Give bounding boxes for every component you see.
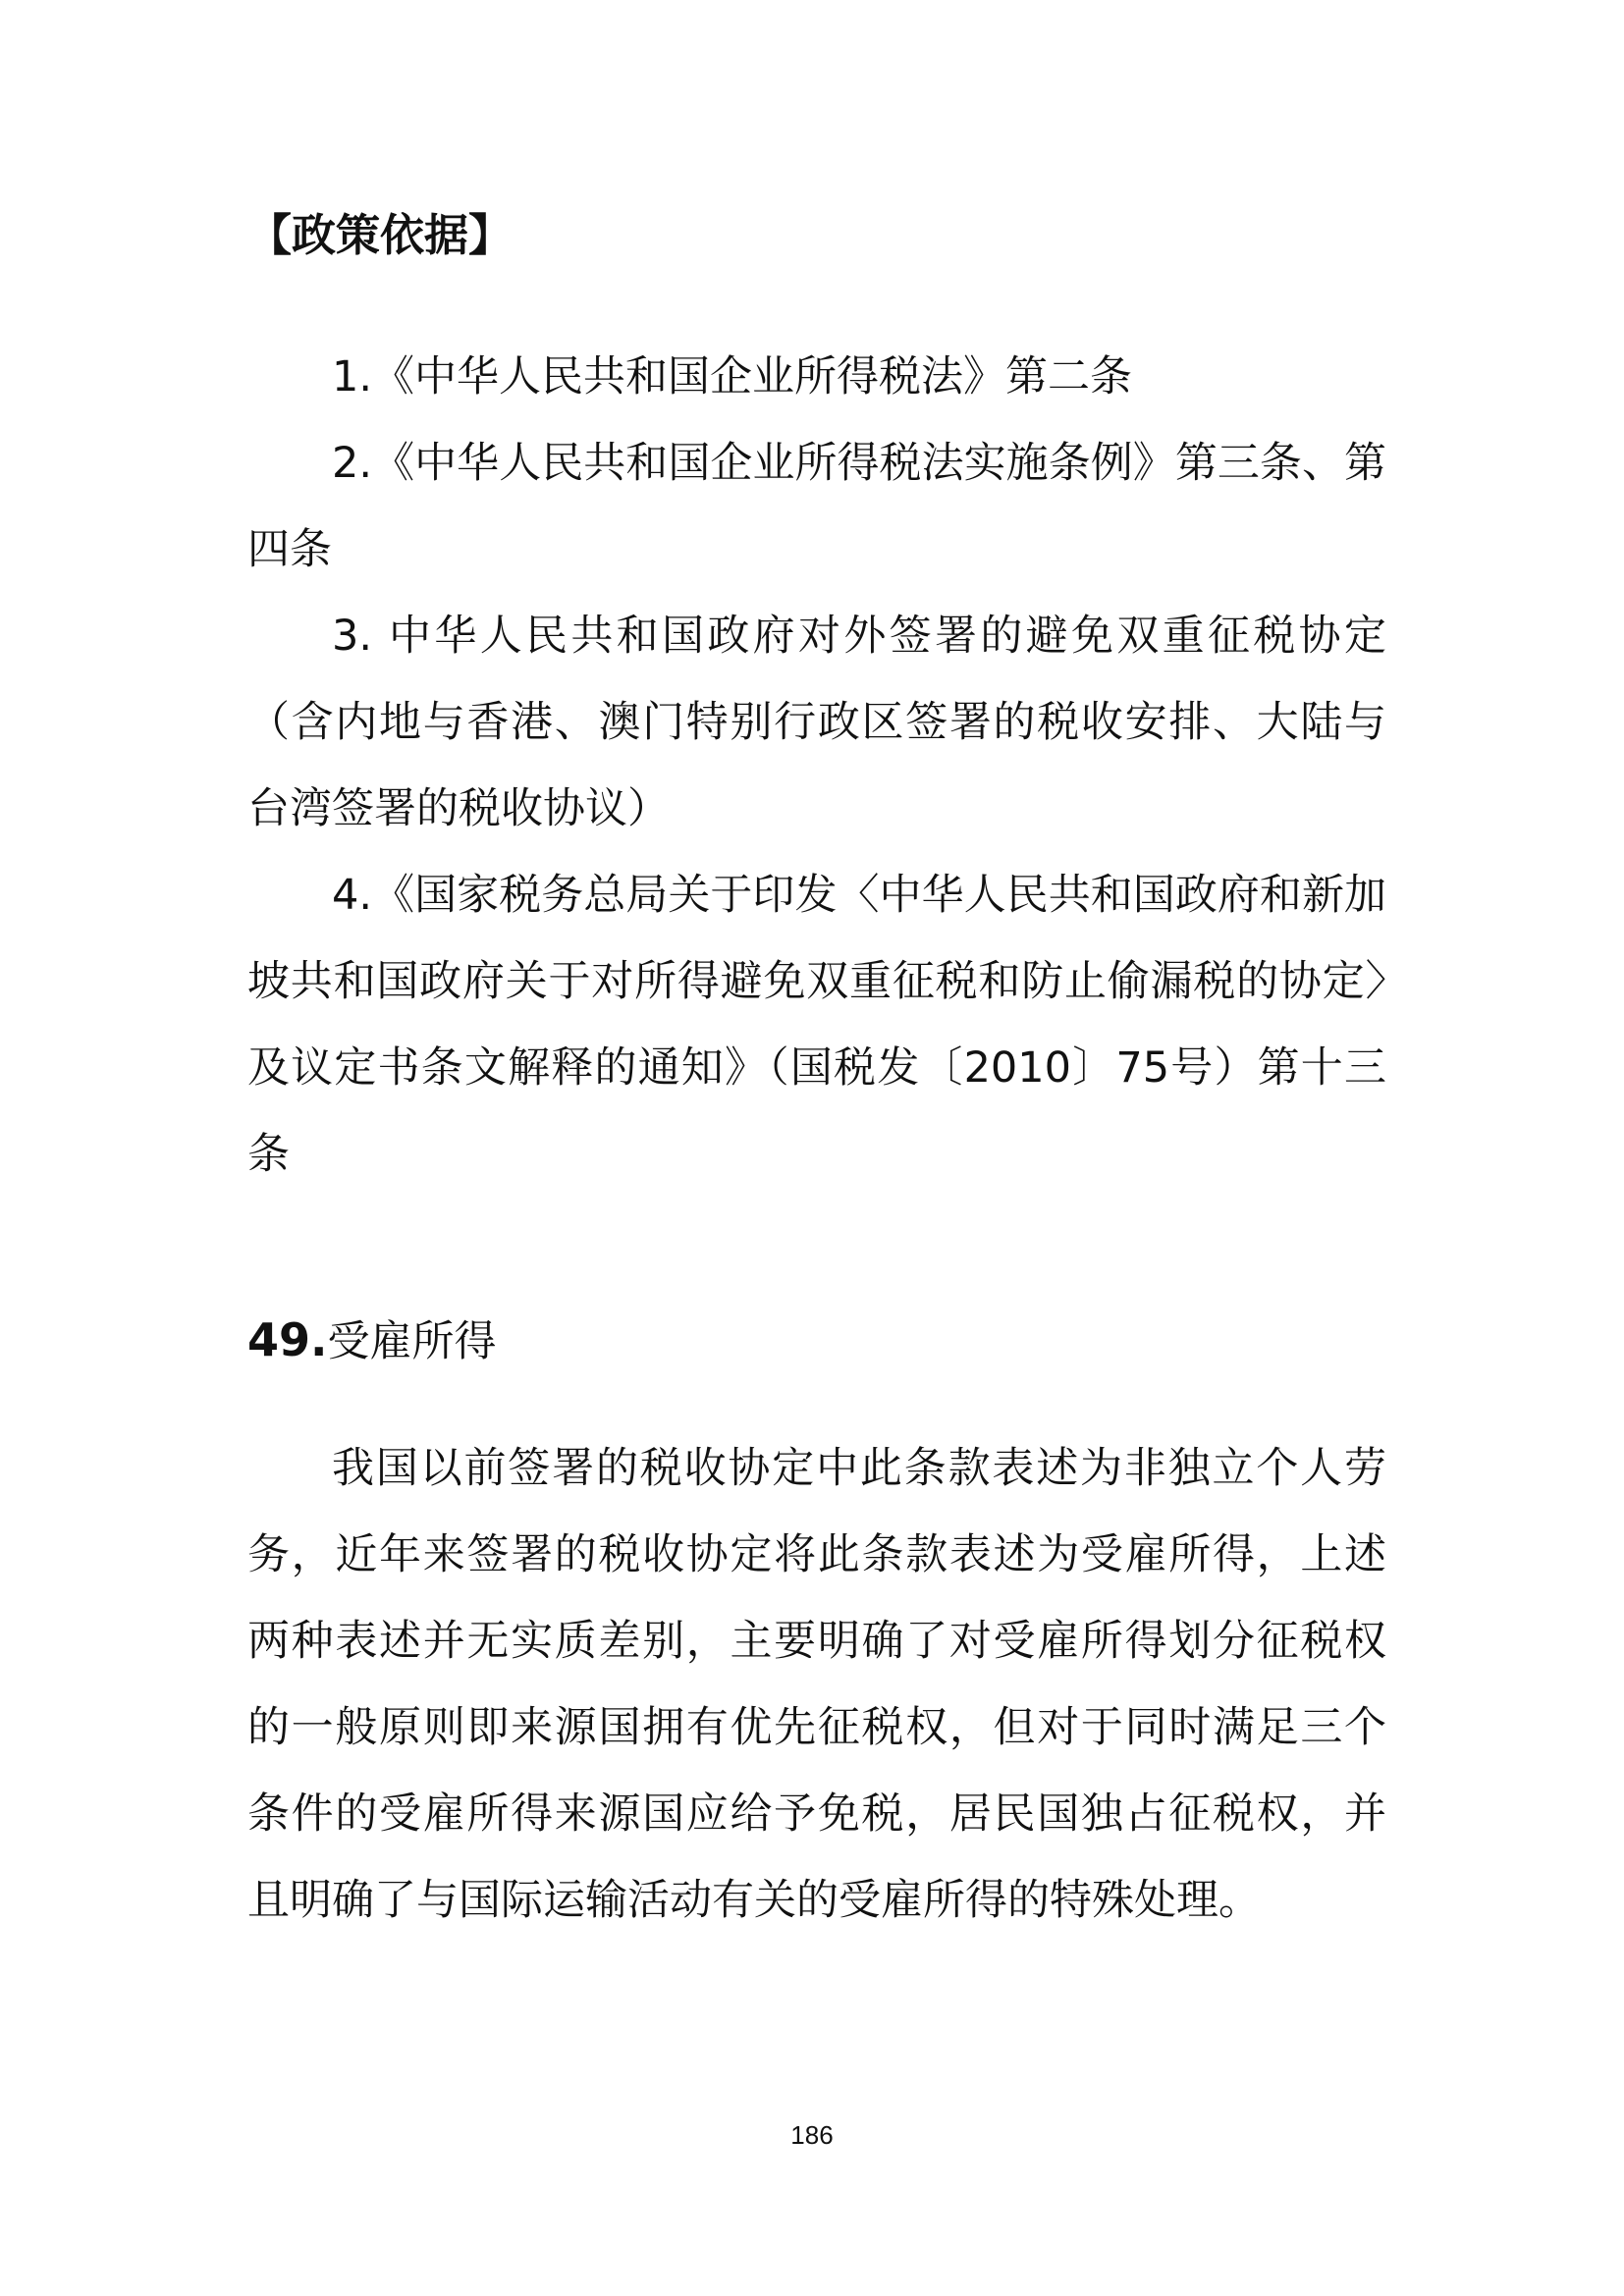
section-paragraph: 我国以前签署的税收协定中此条款表述为非独立个人劳务，近年来签署的税收协定将此条款表述为受雇所得，上述两种表述并无实质差别，主要明确了对受雇所得划分征税权的一般原则即来源国拥有优先征税权，但对于同时满足三个条件的受雇所得来源国应给予免税，居民国独占征税权，并且明确了与国际运输活动有关的受雇所得的特殊处理。	[247, 1444, 1386, 1925]
policy-basis-heading: 【政策依据】	[247, 209, 514, 261]
policy-basis-item: 4.《国家税务总局关于印发〈中华人民共和国政府和新加坡共和国政府关于对所得避免双重征税和防止偷漏税的协定〉及议定书条文解释的通知》（国税发〔2010〕75号）第十三条	[247, 871, 1386, 1179]
policy-basis-item: 2.《中华人民共和国企业所得税法实施条例》第三条、第四条	[247, 439, 1386, 574]
page-number: 186	[790, 2120, 834, 2150]
section-number: 49.	[247, 1313, 328, 1366]
section-title-text: 受雇所得	[327, 1317, 497, 1366]
policy-basis-list	[247, 334, 1386, 1198]
policy-basis-item: 3. 中华人民共和国政府对外签署的避免双重征税协定（含内地与香港、澳门特别行政区签署的税收安排、大陆与台湾签署的税收协议）	[247, 612, 1386, 833]
section-title	[247, 1310, 1386, 1371]
policy-basis-item: 1.《中华人民共和国企业所得税法》第二条	[332, 352, 1133, 401]
